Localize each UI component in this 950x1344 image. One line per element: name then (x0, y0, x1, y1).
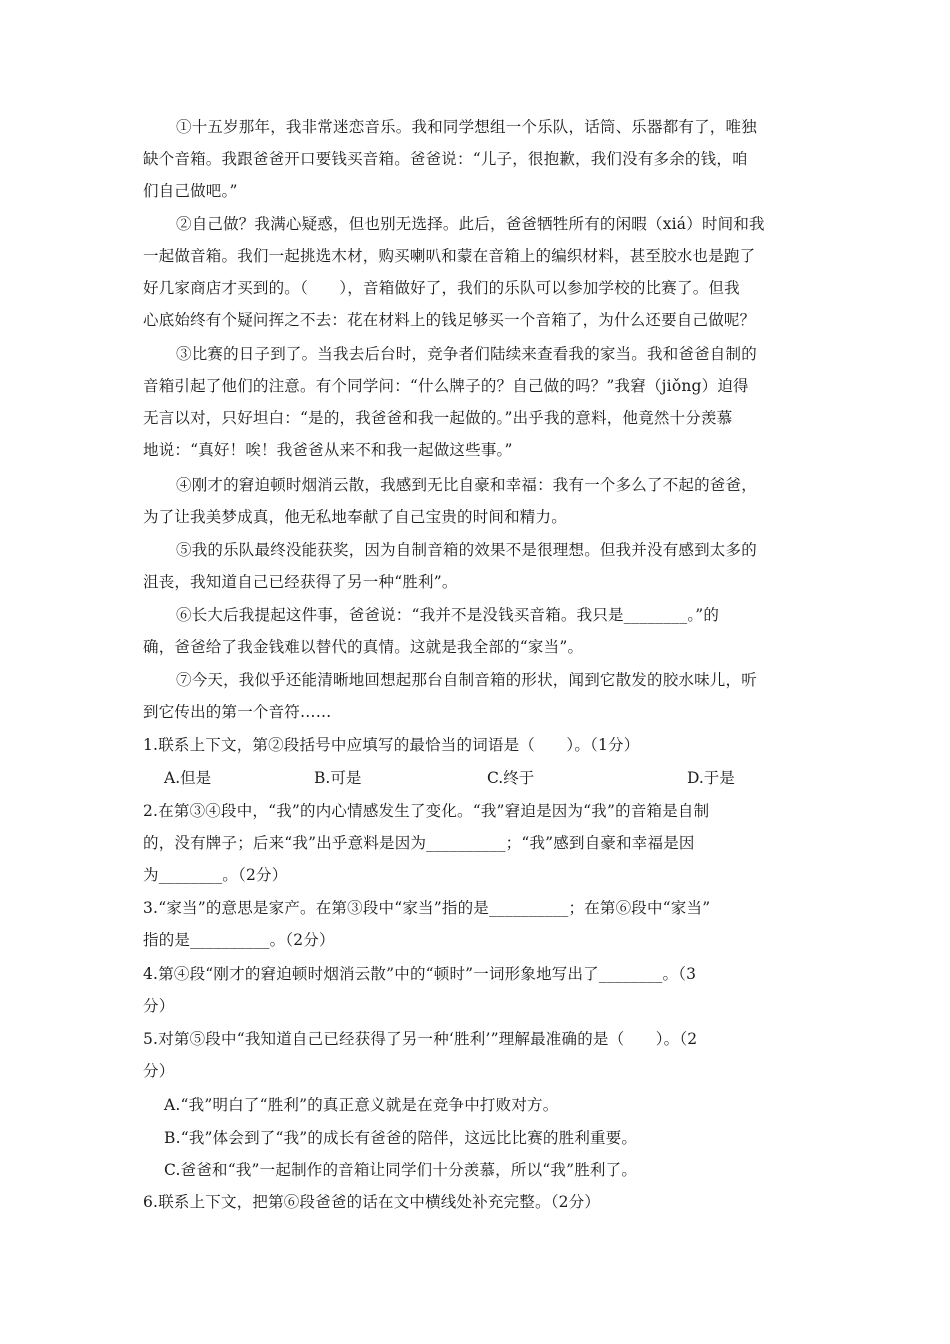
question-3-line: 3.“家当”的意思是家产。在第③段中“家当”指的是__________；在第⑥段中“家当” (143, 899, 711, 917)
passage-line: ②自己做？我满心疑惑，但也别无选择。此后，爸爸牺牲所有的闲暇（xiá）时间和我 (176, 215, 765, 233)
passage-line: ①十五岁那年，我非常迷恋音乐。我和同学想组一个乐队，话筒、乐器都有了，唯独 (176, 118, 757, 136)
question-3-line: 指的是__________。（2分） (143, 931, 335, 949)
passage-line: 好几家商店才买到的。（ ），音箱做好了，我们的乐队可以参加学校的比赛了。但我 (143, 279, 740, 297)
question-2-line: 2.在第③④段中，“我”的内心情感发生了变化。“我”窘迫是因为“我”的音箱是自制 (143, 802, 710, 820)
option-c[interactable]: C.终于 (487, 769, 535, 787)
passage-line: ③比赛的日子到了。当我去后台时，竞争者们陆续来查看我的家当。我和爸爸自制的 (176, 345, 757, 363)
passage-line: 无言以对，只好坦白：“是的，我爸爸和我一起做的。”出乎我的意料，他竟然十分羡慕 (143, 409, 733, 427)
passage-line: 地说：“真好！唉！我爸爸从来不和我一起做这些事。” (143, 441, 513, 459)
question-1-options (164, 764, 764, 792)
question-5-line: 分） (143, 1062, 175, 1080)
passage-line: 们自己做吧。” (143, 182, 238, 200)
passage-line: ⑥长大后我提起这件事，爸爸说：“我并不是没钱买音箱。我只是________。”的 (176, 606, 720, 624)
option-d[interactable]: D.于是 (687, 769, 735, 787)
option-b[interactable]: B.可是 (314, 769, 362, 787)
question-5-option-b[interactable]: B.“我”体会到了“我”的成长有爸爸的陪伴，这远比比赛的胜利重要。 (164, 1129, 638, 1147)
question-2-line: 的，没有牌子；后来“我”出乎意料是因为__________；“我”感到自豪和幸福是因 (143, 834, 695, 852)
question-2-line: 为________。（2分） (143, 866, 288, 884)
passage-line: 到它传出的第一个音符…… (143, 703, 332, 721)
passage-line: ⑤我的乐队最终没能获奖，因为自制音箱的效果不是很理想。但我并没有感到太多的 (176, 541, 757, 559)
passage-line: 心底始终有个疑问挥之不去：花在材料上的钱足够买一个音箱了，为什么还要自己做呢？ (143, 311, 756, 329)
passage-line: 一起做音箱。我们一起挑选木材，购买喇叭和蒙在音箱上的编织材料，甚至胶水也是跑了 (143, 247, 756, 265)
question-6-stem: 6.联系上下文，把第⑥段爸爸的话在文中横线处补充完整。（2分） (143, 1193, 601, 1211)
passage-line: ⑦今天，我似乎还能清晰地回想起那台自制音箱的形状，闻到它散发的胶水味儿，听 (176, 671, 757, 689)
question-5-option-a[interactable]: A.“我”明白了“胜利”的真正意义就是在竞争中打败对方。 (164, 1096, 559, 1114)
question-4-line: 4.第④段“刚才的窘迫顿时烟消云散”中的“顿时”一词形象地写出了________。（3 (143, 965, 697, 983)
passage-line: 缺个音箱。我跟爸爸开口要钱买音箱。爸爸说：“儿子，很抱歉，我们没有多余的钱，咱 (143, 150, 748, 168)
question-5-line: 5.对第⑤段中“我知道自己已经获得了另一种‘胜利’”理解最准确的是（ ）。（2 (143, 1030, 698, 1048)
passage-line: 音箱引起了他们的注意。有个同学问：“什么牌子的？自己做的吗？”我窘（jiǒng）迫得 (143, 377, 749, 395)
passage-line: 沮丧，我知道自己已经获得了另一种“胜利”。 (143, 573, 458, 591)
passage-line: ④刚才的窘迫顿时烟消云散，我感到无比自豪和幸福：我有一个多么了不起的爸爸， (176, 476, 757, 494)
passage-line: 确，爸爸给了我金钱难以替代的真情。这就是我全部的“家当”。 (143, 638, 584, 656)
question-5-option-c[interactable]: C.爸爸和“我”一起制作的音箱让同学们十分羡慕，所以“我”胜利了。 (164, 1161, 638, 1179)
option-a[interactable]: A.但是 (164, 769, 212, 787)
passage-line: 为了让我美梦成真，他无私地奉献了自己宝贵的时间和精力。 (143, 508, 567, 526)
question-4-line: 分） (143, 997, 175, 1015)
question-1-stem: 1.联系上下文，第②段括号中应填写的最恰当的词语是（ ）。（1分） (143, 736, 640, 754)
